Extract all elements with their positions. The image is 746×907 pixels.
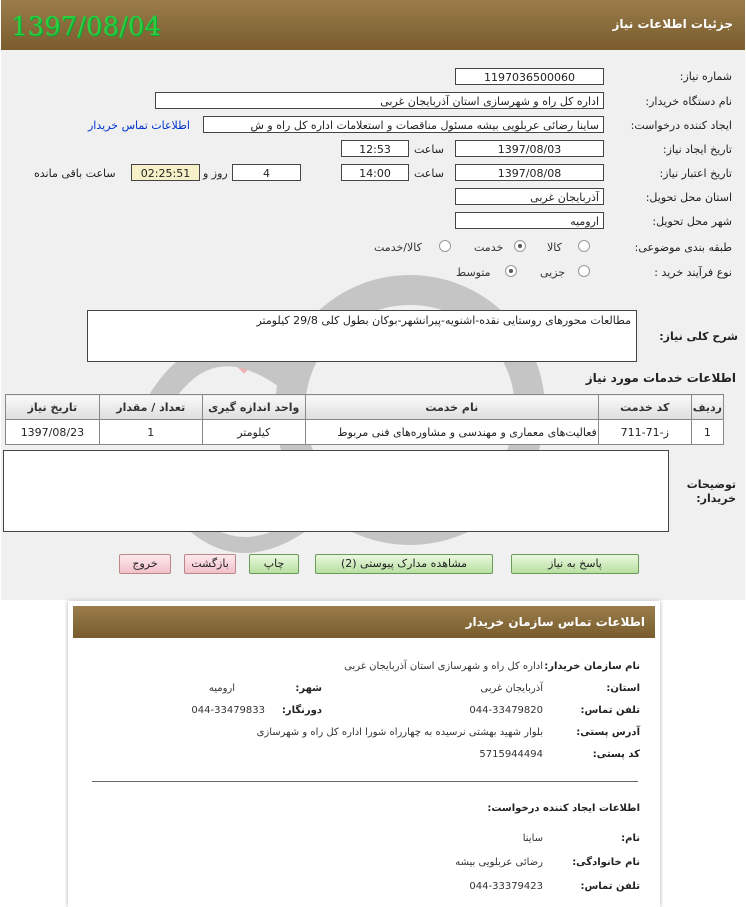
contact-card-header bbox=[73, 606, 655, 638]
city-label: شهر محل تحویل: bbox=[652, 215, 732, 228]
phone-value: 044-33479820 bbox=[469, 705, 543, 716]
contact-city-label: شهر: bbox=[295, 683, 322, 694]
creator-section-title: اطلاعات ایجاد کننده درخواست: bbox=[487, 803, 640, 814]
city-field: ارومیه bbox=[455, 212, 604, 229]
creator-label: ایجاد کننده درخواست: bbox=[630, 119, 732, 132]
buyer-org-label: نام دستگاه خریدار: bbox=[645, 95, 732, 108]
creator-family-label: نام خانوادگی: bbox=[572, 857, 640, 868]
print-button[interactable]: چاپ bbox=[249, 554, 299, 574]
category-option-goods: کالا bbox=[547, 241, 562, 254]
contact-city-value: ارومیه bbox=[208, 683, 235, 694]
need-number-field: 1197036500060 bbox=[455, 68, 604, 85]
contact-province-value: آذربایجان غربی bbox=[480, 683, 543, 694]
col-qty: تعداد / مقدار bbox=[99, 395, 202, 420]
category-option-both: کالا/خدمت bbox=[374, 241, 422, 254]
address-value: بلوار شهید بهشتی نرسیده به چهارراه شورا اداره کل راه و شهرسازی bbox=[256, 727, 543, 738]
creator-field: ساینا رضائی عربلویی بیشه مسئول مناقصات و استعلامات اداره کل راه و ش bbox=[203, 116, 604, 133]
purchase-type-label: نوع فرآیند خرید : bbox=[654, 266, 732, 279]
province-label: استان محل تحویل: bbox=[645, 191, 732, 204]
org-value: اداره کل راه و شهرسازی استان آذربایجان غربی bbox=[344, 661, 543, 672]
created-time-field: 12:53 bbox=[341, 140, 409, 157]
postal-value: 5715944494 bbox=[479, 749, 543, 760]
address-label: آدرس پستی: bbox=[576, 727, 640, 738]
cell-code: ز-71-711 bbox=[598, 420, 691, 445]
category-label: طبقه بندی موضوعی: bbox=[634, 241, 732, 254]
cell-qty: 1 bbox=[99, 420, 202, 445]
services-table bbox=[5, 394, 724, 445]
contact-province-label: استان: bbox=[606, 683, 640, 694]
created-date-label: تاریخ ایجاد نیاز: bbox=[662, 143, 732, 156]
need-number-label: شماره نیاز: bbox=[679, 70, 732, 83]
created-date-field: 1397/08/03 bbox=[455, 140, 604, 157]
days-label: روز و bbox=[203, 167, 228, 180]
category-option-service: خدمت bbox=[474, 241, 504, 254]
page-title: جزئیات اطلاعات نیاز bbox=[612, 17, 733, 31]
services-title: اطلاعات خدمات مورد نیاز bbox=[585, 371, 736, 385]
cell-name: فعالیت‌های معماری و مهندسی و مشاوره‌های فنی مربوط bbox=[305, 420, 598, 445]
validity-time-field: 14:00 bbox=[341, 164, 409, 181]
page-header bbox=[1, 0, 745, 50]
purchase-radio-minor[interactable] bbox=[578, 265, 590, 277]
cell-date: 1397/08/23 bbox=[6, 420, 100, 445]
created-time-label: ساعت bbox=[414, 143, 444, 156]
category-radio-goods[interactable] bbox=[578, 240, 590, 252]
creator-family-value: رضائی عربلویی بیشه bbox=[455, 857, 543, 868]
col-code: کد خدمت bbox=[598, 395, 691, 420]
back-button[interactable]: بازگشت bbox=[184, 554, 236, 574]
description-box: مطالعات محورهای روستایی نقده-اشنویه-پیرانشهر-بوکان بطول کلی 29/8 کیلومتر bbox=[87, 310, 637, 362]
creator-phone-label: تلفن تماس: bbox=[580, 881, 640, 892]
contact-card-title: اطلاعات تماس سازمان خریدار bbox=[465, 615, 645, 629]
creator-name-label: نام: bbox=[621, 833, 640, 844]
remaining-days-field: 4 bbox=[232, 164, 301, 181]
category-radio-both[interactable] bbox=[439, 240, 451, 252]
buyer-org-field: اداره کل راه و شهرسازی استان آذربایجان غربی bbox=[155, 92, 604, 109]
creator-name-value: ساینا bbox=[522, 833, 543, 844]
attachments-button[interactable]: مشاهده مدارک پیوستی (2) bbox=[315, 554, 493, 574]
contact-card bbox=[68, 601, 660, 907]
col-date: تاریخ نیاز bbox=[6, 395, 100, 420]
remaining-time-field: 02:25:51 bbox=[131, 164, 200, 181]
date-stamp: 1397/08/04 bbox=[11, 12, 161, 42]
postal-label: کد پستی: bbox=[592, 749, 640, 760]
services-header-row bbox=[6, 395, 724, 420]
description-label: شرح کلی نیاز: bbox=[659, 330, 738, 343]
buyer-notes-label: توضیحات خریدار: bbox=[686, 478, 736, 505]
table-row bbox=[6, 420, 724, 445]
province-field: آذربایجان غربی bbox=[455, 188, 604, 205]
org-label: نام سازمان خریدار: bbox=[544, 661, 640, 672]
reply-button[interactable]: پاسخ به نیاز bbox=[511, 554, 639, 574]
cell-unit: کیلومتر bbox=[202, 420, 305, 445]
contact-divider bbox=[92, 781, 638, 782]
validity-time-label: ساعت bbox=[414, 167, 444, 180]
phone-label: تلفن تماس: bbox=[580, 705, 640, 716]
exit-button[interactable]: خروج bbox=[119, 554, 171, 574]
purchase-option-medium: متوسط bbox=[456, 266, 491, 279]
validity-date-field: 1397/08/08 bbox=[455, 164, 604, 181]
category-radio-service[interactable] bbox=[514, 240, 526, 252]
cell-row: 1 bbox=[691, 420, 723, 445]
purchase-option-minor: جزیی bbox=[540, 266, 566, 279]
purchase-radio-medium[interactable] bbox=[505, 265, 517, 277]
col-name: نام خدمت bbox=[305, 395, 598, 420]
remaining-time-label: ساعت باقی مانده bbox=[34, 167, 116, 180]
col-unit: واحد اندازه گیری bbox=[202, 395, 305, 420]
buyer-notes-box bbox=[3, 450, 669, 532]
col-row: ردیف bbox=[691, 395, 723, 420]
fax-value: 044-33479833 bbox=[191, 705, 265, 716]
validity-date-label: تاریخ اعتبار نیاز: bbox=[659, 167, 732, 180]
buyer-contact-link[interactable]: اطلاعات تماس خریدار bbox=[88, 119, 190, 132]
fax-label: دورنگار: bbox=[281, 705, 322, 716]
creator-phone-value: 044-33379423 bbox=[469, 881, 543, 892]
